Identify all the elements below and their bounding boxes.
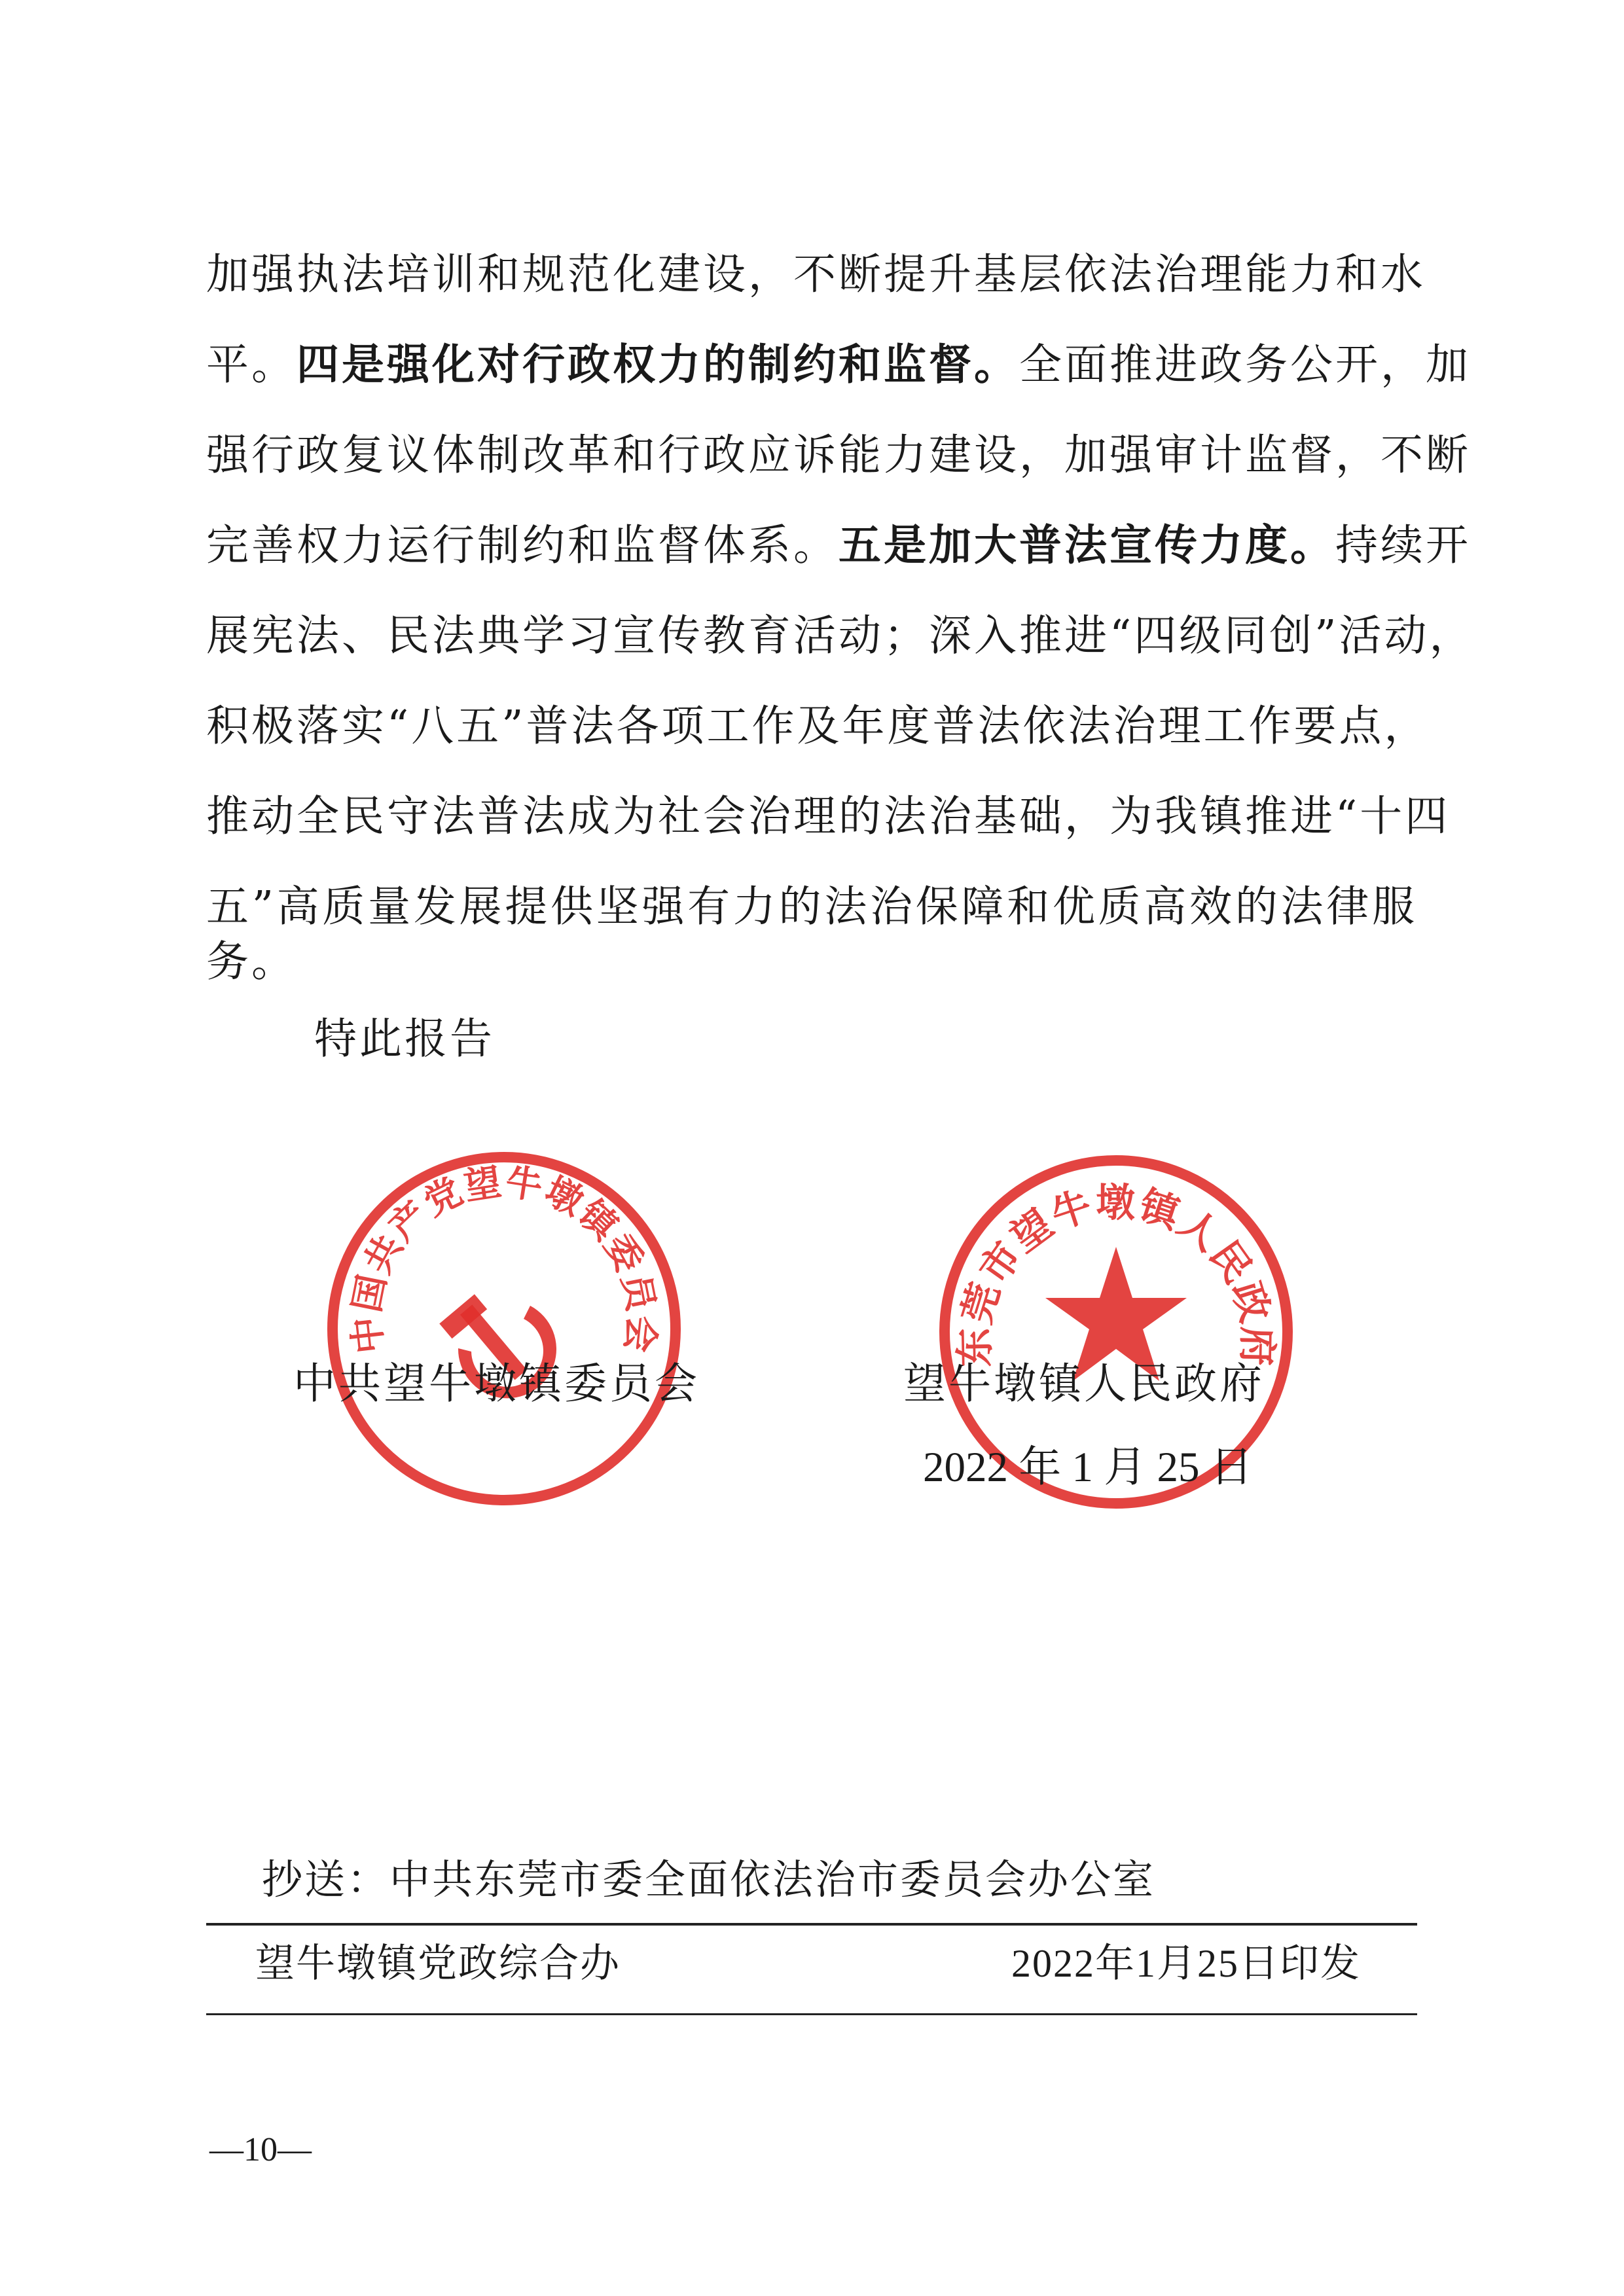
svg-text:东莞市望牛墩镇人民政府: 东莞市望牛墩镇人民政府 [952, 1180, 1280, 1368]
party-committee-seal [321, 1145, 687, 1512]
closing-text: 特此报告 [314, 1014, 496, 1064]
footer-rule-top [206, 1923, 1417, 1926]
cc-line: 抄送：中共东莞市委全面依法治市委员会办公室 [262, 1856, 1156, 1903]
body-line [206, 791, 1451, 843]
body-text-segment: 持续开 [1335, 521, 1471, 570]
body-text-segment: 完善权力运行制约和监督体系。 [206, 521, 839, 570]
body-text-segment: 全面推进政务公开，加 [1019, 340, 1471, 389]
body-text-segment: 展宪法、民法典学习宣传教育活动；深入推进“四级同创”活动， [206, 611, 1475, 660]
bold-heading-text: 四是强化对行政权力的制约和监督。 [297, 340, 1020, 389]
bold-heading-text: 五是加大普法宣传力度。 [839, 521, 1336, 570]
party-signature: 中共望牛墩镇委员会 [293, 1359, 700, 1408]
body-text-segment: 加强执法培训和规范化建设，不断提升基层依法治理能力和水 [206, 250, 1426, 299]
body-line [206, 610, 1475, 662]
signature-date: 2022 年 1 月 25 日 [923, 1444, 1253, 1491]
page-number: —10— [209, 2131, 312, 2168]
body-text-segment: 积极落实“八五”普法各项工作及年度普法依法治理工作要点， [206, 702, 1430, 751]
body-text-segment: 强行政复议体制改革和行政应诉能力建设，加强审计监督，不断 [206, 431, 1471, 480]
body-text-segment: 推动全民守法普法成为社会治理的法治基础，为我镇推进“十四 [206, 792, 1451, 841]
body-text-segment: 五”高质量发展提供坚强有力的法治保障和优质高效的法律服 [206, 882, 1417, 931]
body-line [206, 249, 1426, 301]
government-signature: 望牛墩镇人民政府 [903, 1359, 1265, 1408]
body-line [206, 936, 1417, 988]
body-line [206, 520, 1471, 572]
footer-rule-bottom [206, 2013, 1417, 2015]
issuer: 望牛墩镇党政综合办 [255, 1941, 621, 1986]
body-line [206, 339, 1471, 391]
svg-text:中国共产党望牛墩镇委员会: 中国共产党望牛墩镇委员会 [345, 1160, 663, 1356]
body-text-segment: 务。 [206, 937, 297, 986]
body-line [206, 881, 1417, 933]
issue-date: 2022年1月25日印发 [1011, 1942, 1361, 1985]
body-text-segment: 平。 [206, 340, 297, 389]
body-line [206, 700, 1430, 753]
body-line [206, 429, 1471, 482]
